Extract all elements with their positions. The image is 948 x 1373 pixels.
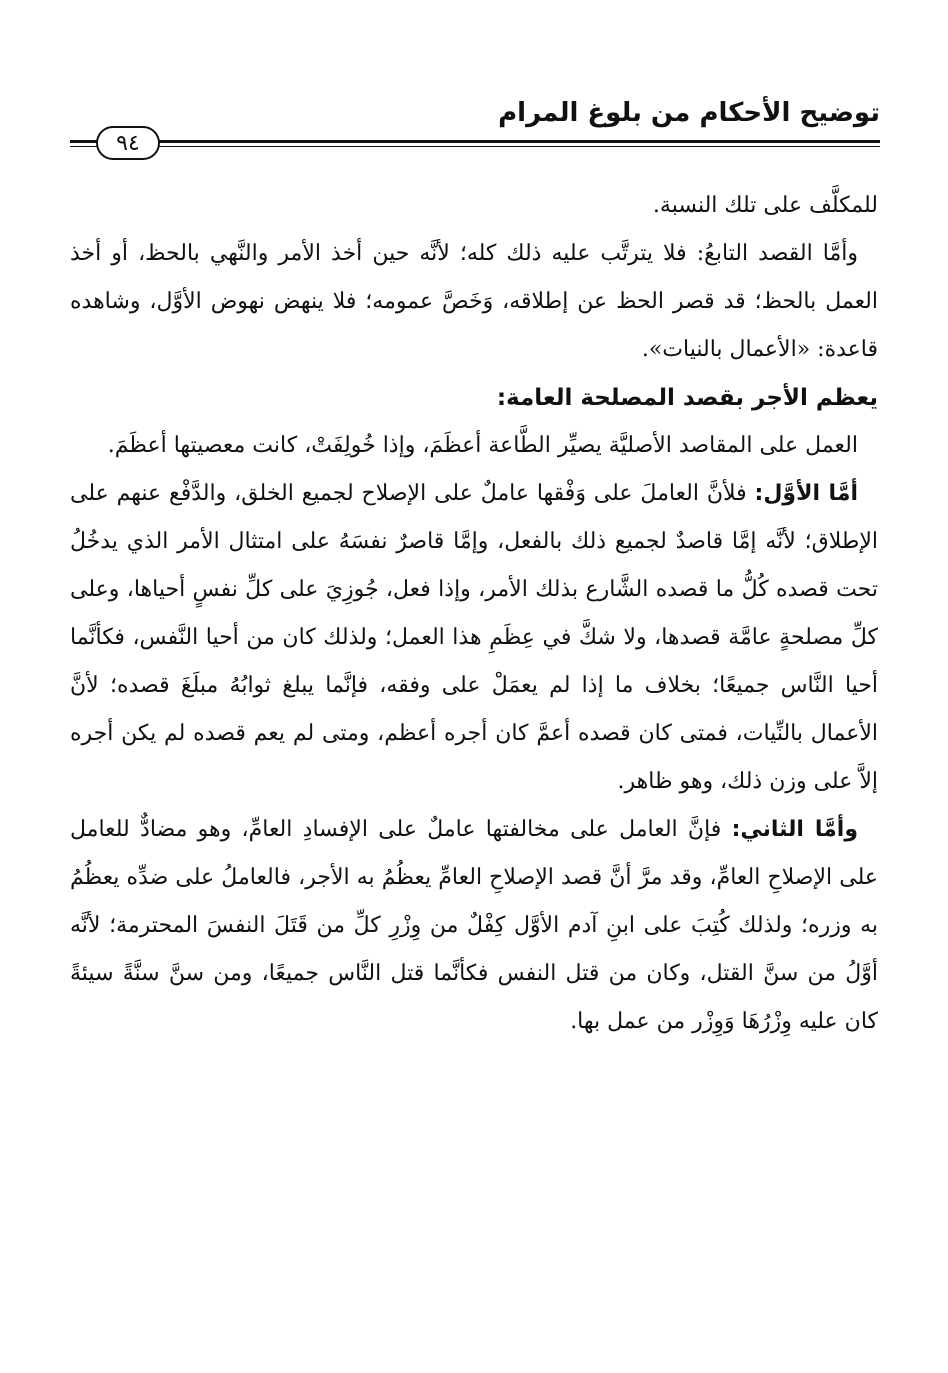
section-heading: يعظم الأجر بقصد المصلحة العامة:: [496, 385, 878, 411]
paragraph-secondary-intent: وأمَّا القصد التابعُ: فلا يترتَّب عليه ذلك كله؛ لأنَّه حين أخذ الأمر والنَّهي بالحظ، أو أخذ العمل بالحظ؛ قد قصر الحظ عن إطلاقه، وَخَصَّ عمومه؛ فلا ينهض نهوض الأوَّل، وشاهده قاعدة: «الأعمال بالنيات».: [70, 241, 879, 362]
page-header: [70, 88, 880, 168]
running-title: توضيح الأحكام من بلوغ المرام: [498, 98, 880, 128]
paragraph-continuation: للمكلَّف على تلك النسبة.: [652, 193, 878, 218]
paragraph-second-case: [70, 806, 878, 1046]
paragraph-principle: العمل على المقاصد الأصليَّة يصيِّر الطَّاعة أعظَمَ، وإذا خُولِفَتْ، كانت معصيتها أعظَمَ.: [107, 433, 858, 458]
second-case-lead: وأمَّا الثاني:: [731, 817, 859, 842]
first-case-text: فلأنَّ العاملَ على وَفْقها عاملٌ على الإصلاح لجميع الخلق، والدَّفْع عنهم على الإطلاق؛ لأنَّه إمَّا قاصدٌ لجميع ذلك بالفعل، وإمَّا قاصرٌ نفسَهُ على امتثال الأمر الذي يدخُلُ تحت قصده كُلُّ ما قصده الشَّارع بذلك الأمر، وإذا فعل، جُوزِيَ على كلِّ نفسٍ أحياها، وعلى كلِّ مصلحةٍ عامَّة قصدها، ولا شكَّ في عِظَمِ هذا العمل؛ ولذلك كان من أحيا النَّفس، فكأنَّما أحيا النَّاس جميعًا؛ بخلاف ما إذا لم يعمَلْ على وفقه، فإنَّما يبلغ ثوابُهُ مبلَغَ قصده؛ لأنَّ الأعمال بالنِّيات، فمتى كان قصده أعمَّ كان أجره أعظم، ومتى لم يعم قصده لم يكن أجره إلاَّ على وزن ذلك، وهو ظاهر.: [70, 481, 878, 794]
first-case-lead: أمَّا الأوَّل:: [754, 481, 858, 506]
page-body: [70, 182, 878, 1046]
header-rule-thin: [70, 146, 880, 147]
page-number: ٩٤: [96, 126, 160, 160]
header-rule-thick: [70, 140, 880, 143]
paragraph-first-case: [70, 470, 878, 806]
second-case-text: فإنَّ العامل على مخالفتها عاملٌ على الإفسادِ العامِّ، وهو مضادٌّ للعامل على الإصلاحِ العامِّ، وقد مرَّ أنَّ قصد الإصلاحِ العامِّ يعظُمُ به الأجر، فالعاملُ على ضدِّه يعظُمُ به وزره؛ ولذلك كُتِبَ على ابنِ آدم الأوَّل كِفْلٌ من وِزْرِ كلِّ من قَتَلَ النفسَ المحترمة؛ لأنَّه أوَّلُ من سنَّ القتل، وكان من قتل النفس فكأنَّما قتل النَّاس جميعًا، ومن سنَّ سنَّةً سيئةً كان عليه وِزْرُهَا وَوِزْر من عمل بها.: [70, 817, 878, 1034]
